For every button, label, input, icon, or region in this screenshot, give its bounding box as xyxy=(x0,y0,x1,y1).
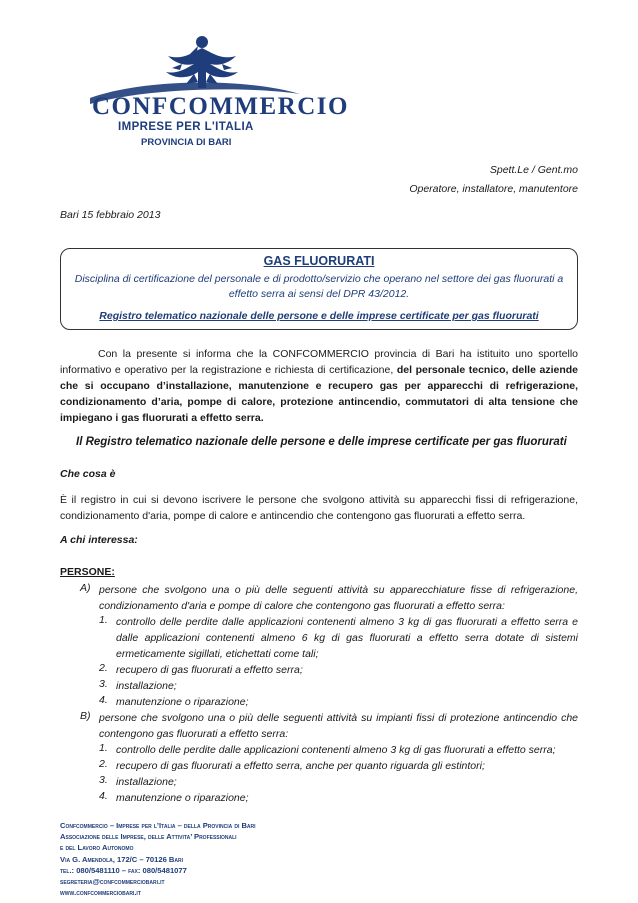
group-b-item-2-number: 2. xyxy=(99,758,108,770)
intro-text: Con la presente si informa che la CONFCOMMERCIO provincia di Bari ha istituito uno sportello informativo e operativo per la registrazione e richiesta di certificazione, xyxy=(60,348,578,376)
box-registry: Registro telematico nazionale delle persone e delle imprese certificate per gas fluorurati xyxy=(99,310,539,322)
box-subtitle: Disciplina di certificazione del personale e di prodotto/servizio che operano nel settore dei gas fluorurati a effetto serra ai sensi del DPR 43/2012. xyxy=(74,273,564,300)
group-b-item-1-number: 1. xyxy=(99,742,108,754)
group-b-item-4-number: 4. xyxy=(99,790,108,802)
group-a-item-4-number: 4. xyxy=(99,694,108,706)
footer-email-link[interactable]: segreteria@confcommerciobari.it xyxy=(60,877,165,887)
logo-tagline: IMPRESE PER L'ITALIA xyxy=(118,121,254,133)
footer-line-3: e del Lavoro Autonomo xyxy=(60,843,134,853)
group-b-marker: B) xyxy=(80,710,91,722)
group-b-item-1: controllo delle perdite dalle applicazioni contenenti almeno 3 kg di gas fluorurati a effetto serra; xyxy=(116,744,556,756)
section-heading: Il Registro telematico nazionale delle persone e delle imprese certificate per gas fluorurati xyxy=(76,436,567,448)
who-label: A chi interessa: xyxy=(60,534,138,546)
group-b-item-3: installazione; xyxy=(116,776,177,788)
footer-line-2: Associazione delle Imprese, delle Attivita’ Professionali xyxy=(60,832,237,842)
recipient-line-1: Spett.Le / Gent.mo xyxy=(489,164,578,176)
intro-bold-text: del personale tecnico, delle aziende che si occupano d’installazione, manutenzione e recupero gas per apparecchi di refrigerazione, condizionamento d’aria, pompe di calore, protezione antincendio, commutatori di alta tensione che impiegano i gas fluorurati a effetto serra. xyxy=(60,364,579,424)
footer-website-link[interactable]: www.confcommerciobari.it xyxy=(60,888,141,898)
what-label: Che cosa è xyxy=(60,468,116,480)
group-a-item-2: recupero di gas fluorurati a effetto serra; xyxy=(116,664,303,676)
group-a-item-1: controllo delle perdite dalle applicazioni contenenti almeno 3 kg di gas fluorurati a effetto serra e dalle applicazioni contenenti almeno 6 kg di gas fluorurati a effetto serra dotate di sistemi ermeticamente sigillati, etichettati come tali; xyxy=(116,616,578,660)
footer-line-1: Confcommercio – Imprese per l’Italia – della Provincia di Bari xyxy=(60,821,256,830)
group-a-item-1-number: 1. xyxy=(99,614,108,626)
logo-province: PROVINCIA DI BARI xyxy=(141,137,232,148)
group-a-item-3-number: 3. xyxy=(99,678,108,690)
logo-brand-text: CONFCOMMERCIO xyxy=(92,93,349,120)
group-a-marker: A) xyxy=(80,582,91,594)
footer-phone: tel.: 080/5481110 – fax: 080/5481077 xyxy=(60,865,187,875)
group-b-item-4: manutenzione o riparazione; xyxy=(116,792,249,804)
box-title: GAS FLUORURATI xyxy=(263,254,375,268)
group-b-text: persone che svolgono una o più delle seguenti attività su impianti fissi di protezione antincendio che contengono gas fluorurati a effetto serra: xyxy=(99,712,578,740)
footer-address xyxy=(60,820,256,898)
group-b-item-3-number: 3. xyxy=(99,774,108,786)
what-text: È il registro in cui si devono iscrivere le persone che svolgono attività su apparecchi fissi di refrigerazione, condizionamento d'aria, pompe di calore e antincendio che contengono gas fluorurati a effetto serra. xyxy=(60,494,578,522)
group-a-item-4: manutenzione o riparazione; xyxy=(116,696,249,708)
group-b-item-2: recupero di gas fluorurati a effetto serra, anche per quanto riguarda gli estintori; xyxy=(116,760,485,772)
letter-date: Bari 15 febbraio 2013 xyxy=(60,209,161,221)
footer-line-4: Via G. Amendola, 172/C – 70126 Bari xyxy=(60,854,184,864)
group-a-item-3: installazione; xyxy=(116,680,177,692)
group-a-text: persone che svolgono una o più delle seguenti attività su apparecchiature fisse di refrigerazione, condizionamento d'aria e pompe di calore che contengono gas fluorurati a effetto serra: xyxy=(99,584,578,612)
persone-label: PERSONE: xyxy=(60,566,115,578)
recipient-line-2: Operatore, installatore, manutentore xyxy=(409,183,578,195)
group-a-item-2-number: 2. xyxy=(99,662,108,674)
